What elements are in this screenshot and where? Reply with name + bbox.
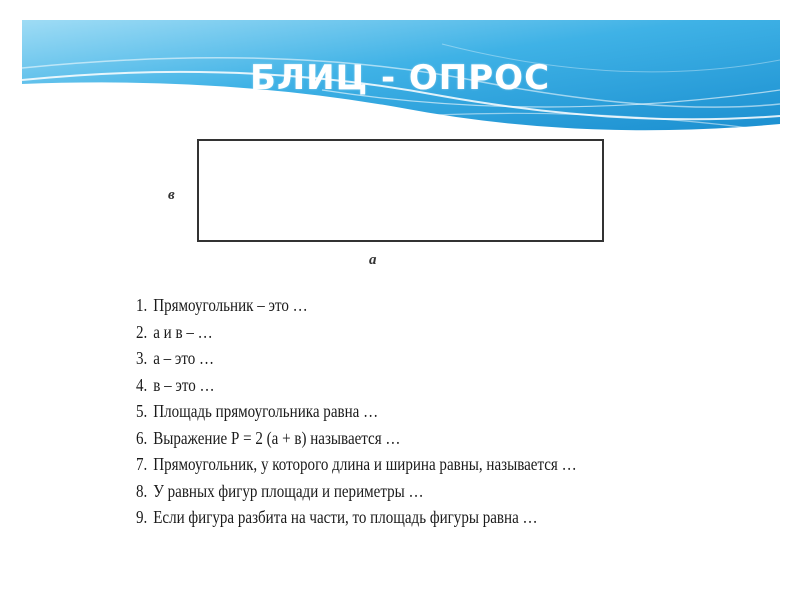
- question-text: Площадь прямоугольника равна …: [153, 401, 379, 421]
- question-item: [136, 504, 618, 531]
- rectangle-figure: [160, 135, 620, 270]
- question-number: 5.: [136, 401, 148, 421]
- question-item: [136, 292, 618, 319]
- question-item: [136, 451, 618, 478]
- question-number: 3.: [136, 348, 148, 368]
- question-text: а – это …: [153, 348, 215, 368]
- question-text: а и в – …: [153, 321, 213, 342]
- question-item: [136, 398, 618, 425]
- question-item: [136, 319, 618, 346]
- question-text: в – это …: [153, 374, 215, 395]
- rectangle-shape: [198, 140, 603, 241]
- question-item: [136, 345, 618, 372]
- question-number: 6.: [136, 427, 148, 448]
- question-number: 7.: [136, 454, 148, 474]
- question-number: 8.: [136, 480, 148, 501]
- question-item: [136, 372, 618, 399]
- bottom-label: а: [369, 252, 377, 268]
- question-number: 9.: [136, 507, 148, 527]
- side-label: в: [168, 187, 175, 203]
- question-item: [136, 478, 618, 505]
- question-text: Прямоугольник, у которого длина и ширина равны, называется …: [153, 454, 577, 474]
- question-number: 2.: [136, 321, 148, 342]
- question-text: Выражение Р = 2 (а + в) называется …: [153, 427, 401, 448]
- question-text: У равных фигур площади и периметры …: [153, 480, 424, 501]
- slide-title: БЛИЦ - ОПРОС: [249, 58, 551, 98]
- question-item: [136, 425, 618, 452]
- question-text: Если фигура разбита на части, то площадь фигуры равна …: [153, 507, 538, 527]
- question-list: [136, 292, 618, 531]
- question-number: 4.: [136, 374, 148, 395]
- question-text: Прямоугольник – это …: [153, 295, 308, 315]
- question-number: 1.: [136, 295, 148, 315]
